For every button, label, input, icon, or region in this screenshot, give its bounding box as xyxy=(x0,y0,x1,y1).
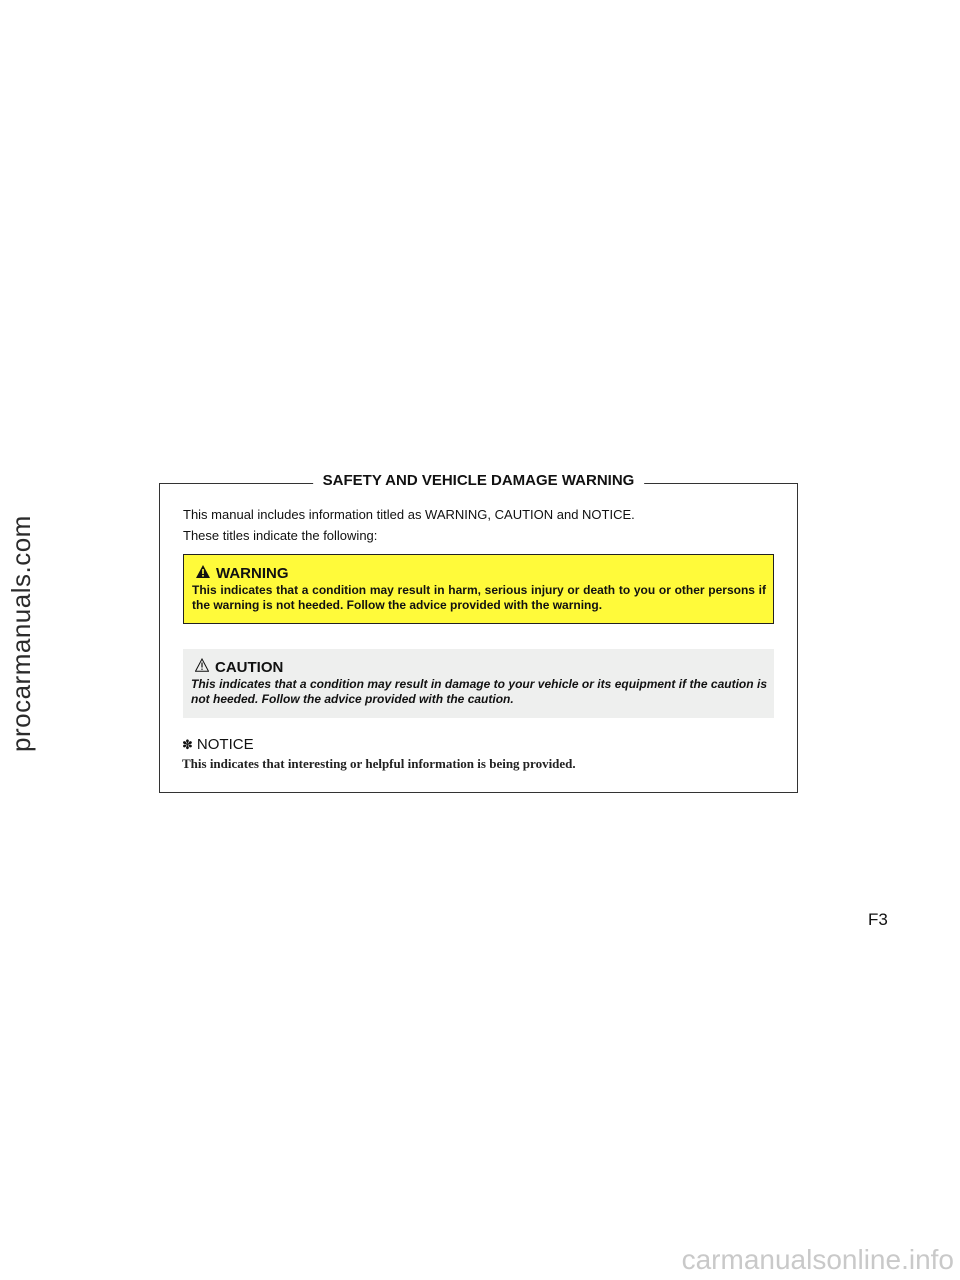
notice-heading-row xyxy=(182,736,254,753)
warning-panel xyxy=(183,554,774,624)
notice-heading: NOTICE xyxy=(196,736,254,753)
caution-panel xyxy=(183,649,774,718)
side-watermark: procarmanuals.com xyxy=(6,515,36,752)
notice-text: This indicates that interesting or helpful information is being provided. xyxy=(182,756,576,771)
caution-heading-row xyxy=(191,657,767,677)
intro-line-1: This manual includes information titled as WARNING, CAUTION and NOTICE. xyxy=(183,507,635,522)
warning-triangle-icon xyxy=(196,565,210,582)
warning-heading-row xyxy=(192,563,766,583)
warning-heading: WARNING xyxy=(216,564,289,582)
notice-asterisk-icon: ✽ xyxy=(182,736,193,752)
caution-text: This indicates that a condition may result in damage to your vehicle or its equipment if the caution is not heeded. Follow the advice provided with the caution. xyxy=(191,677,767,706)
warning-text: This indicates that a condition may result in harm, serious injury or death to you or other persons if the warning is not heeded. Follow the advice provided with the warning. xyxy=(192,583,766,612)
safety-warning-box xyxy=(159,472,798,793)
page-number: F3 xyxy=(868,910,888,929)
caution-triangle-icon xyxy=(195,658,209,676)
bottom-watermark: carmanualsonline.info xyxy=(681,1244,954,1275)
intro-text xyxy=(183,504,635,546)
box-title: SAFETY AND VEHICLE DAMAGE WARNING xyxy=(313,472,645,489)
caution-heading: CAUTION xyxy=(215,658,284,676)
intro-line-2: These titles indicate the following: xyxy=(183,528,378,543)
